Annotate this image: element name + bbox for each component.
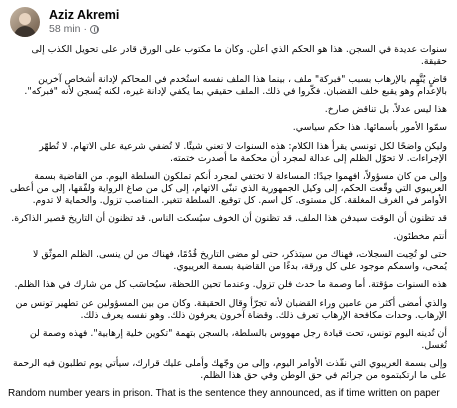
post-paragraph: هذا ليس عدلاً. بل تناقض صارخ.: [324, 104, 447, 116]
post-paragraph: وإلى بسمة العريبوي التي نفّذت الأوامر اليوم، وإلى من وجّهك وأملى عليك قرارك، سيأتي يوم تطلبون فيه الرحمة على ما ارتكبتموه من جرائم في حق الوطن وفي حق هذا الظلم.: [12, 357, 447, 381]
globe-icon: [90, 25, 99, 34]
post-paragraph-english: Random number years in prison. That is the sentence they announced, as if time written on paper: [8, 388, 440, 400]
avatar[interactable]: [10, 7, 40, 37]
post-paragraph: أنتم مخطئون.: [393, 231, 447, 243]
post-paragraph: حتى لو تُحِيت السجلات، فهناك من سيتذكر، حتى لو مضى التاريخ قُدُمًا، فهناك من لن ينسى. الظلم الموثّق لا يُمحى، واسمكم موجود على كل ورقة، بدءًا من القاضية بسمة العريبوي.: [33, 249, 447, 273]
author-name[interactable]: Aziz Akremi: [49, 8, 120, 23]
post-paragraph: سنوات عديدة في السجن. هذا هو الحكم الذي أعلَن. وكأن ما مكتوب على الورق قادر على تحويل الكذب إلى حقيقة.: [31, 44, 447, 68]
post-paragraph: هذه السنوات مؤقتة. أما وصمة ما حدث فلن تزول. وعندما تحين اللحظة، سيُحاسَب كل من شارك في هذا الظلم.: [14, 279, 447, 291]
post-paragraph: قاضٍ يُتَّهِم بالإرهاب بسبب "فبركة" ملف ، بينما هذا الملف نفسه استُخدم في المحاكم لإدانة أشخاص آخرين بالإعدام وهو يقبع خلف القضبان. فكّروا في ذلك. الملف حقيقي بما يكفي لإدانة غيره، لكنه يُسجن لأنه "فبركه".: [24, 74, 447, 98]
post-paragraph: قد تظنون أن الوقت سيدفن هذا الملف. قد تظنون أن الخوف سيُسكت الناس. قد تظنون أن التاريخ قصير الذاكرة.: [11, 213, 447, 225]
post-time[interactable]: 58 min: [49, 23, 81, 36]
post-paragraph: وإلى من كان مسؤولاً، افهموا جيدًا: المساءلة لا تختفي لمجرد أنكم تملكون السلطة اليوم. من القاضية بسمة العريبوي التي وقّعت الحكم، إلى وكيل الجمهورية الذي تبنّى الاتهام، إلى كل من صاغ الرواية ولفّقها، إلى من أعطى الأوامر في الغرف المغلقة. كل مستوى. كل اسم. كل توقيع. السلطة تتغير. المناصب تزول. والحماية لا تدوم.: [9, 170, 447, 206]
post-paragraph: وليكن واضحًا لكل تونسي يقرأ هذا الكلام: هذه السنوات لا تعني شيئًا. لا تُضفي شرعية على الاتهام. لا تُطهّر الإجراءات. لا تحوّل الظلم إلى عدالة لمجرد أن محكمة ما أصدرت ختمته.: [39, 140, 447, 164]
post-time-line: 58 min ·: [49, 23, 119, 36]
post-body: [8, 44, 447, 408]
post-meta: [49, 8, 119, 36]
post-paragraph: والذي أمضى أكثر من عامين وراء القضبان لأنه تجرّأ وقال الحقيقة. وكان من بين المسؤولين عن تطهير تونس من الإرهاب. وحدات مكافحة الإرهاب تعرف ذلك. وقضاة آخرون يعرفون ذلك. وهو نفسه يعرف ذلك.: [15, 297, 447, 321]
post-header: [10, 6, 447, 38]
post-paragraph: سمّوا الأمور بأسمائها. هذا حكم سياسي.: [292, 122, 447, 134]
post-paragraph: أن تُدينه اليوم تونس، تحت قيادة رجل مهووس بالسلطة، بالسجن بتهمة "تكوين خلية إرهابية". فهذه وصمة لن تُغسل.: [29, 327, 447, 351]
